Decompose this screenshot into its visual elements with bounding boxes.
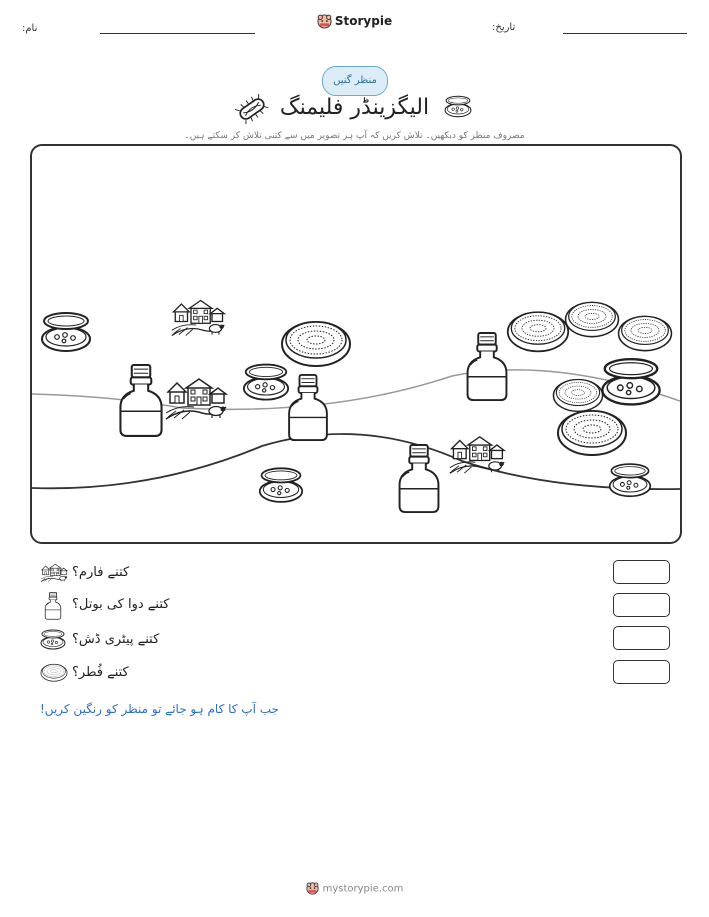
answer-box-bottle[interactable] <box>613 593 670 617</box>
count-badge: منظر گنیں <box>322 66 388 96</box>
footer-brand <box>0 882 709 895</box>
name-label: نام: <box>22 23 38 34</box>
answer-box-petri[interactable] <box>613 626 670 650</box>
storypie-logo-icon <box>317 14 332 29</box>
petri-dish <box>244 365 288 400</box>
fungus-dish <box>566 302 619 336</box>
color-instruction: جب آپ کا کام ہو جائے تو منظر کو رنگین کریں! <box>40 702 279 716</box>
fungus-dish <box>553 380 602 412</box>
question-text: کتنے فارم؟ <box>72 565 130 580</box>
fungus-dish <box>558 411 626 455</box>
fungus-dish-icon <box>40 662 68 682</box>
brand-header <box>0 14 709 29</box>
fungus-dish <box>508 312 568 351</box>
scene-canvas <box>32 146 680 542</box>
farm-icon <box>40 562 68 584</box>
answer-box-fungus[interactable] <box>613 660 670 684</box>
medicine-bottle <box>120 365 161 436</box>
footer-url[interactable]: mystorypie.com <box>322 883 404 895</box>
page-subtitle: مصروف منظر کو دیکھیں۔ تلاش کریں کہ آپ ہر تصویر میں سے کتنی تلاش کر سکتے ہیں۔ <box>184 131 525 141</box>
storypie-logo-icon <box>306 882 319 895</box>
name-line[interactable] <box>100 33 255 34</box>
medicine-bottle-icon <box>42 592 64 620</box>
medicine-bottle <box>400 445 439 512</box>
fungus-dish <box>282 322 350 366</box>
brand-name: Storypie <box>334 14 393 28</box>
question-text: کتنے دوا کی بوتل؟ <box>72 597 170 612</box>
petri-dish <box>260 468 302 502</box>
petri-dish <box>602 359 659 404</box>
medicine-bottle <box>468 333 507 400</box>
petri-dish-title-icon <box>444 95 472 119</box>
date-label: تاریخ: <box>492 22 516 33</box>
fungus-dish <box>619 316 672 350</box>
answer-box-farm[interactable] <box>613 560 670 584</box>
page-title: الیگزینڈر فلیمنگ <box>279 95 430 120</box>
farm <box>450 437 504 473</box>
question-text: کتنے فُطر؟ <box>72 665 129 680</box>
busy-scene <box>30 144 682 544</box>
date-line[interactable] <box>563 33 687 34</box>
medicine-bottle <box>289 375 327 440</box>
farm <box>166 379 226 419</box>
question-text: کتنے پیٹری ڈش؟ <box>72 632 160 647</box>
petri-dish <box>42 313 90 351</box>
petri-dish <box>610 464 651 496</box>
farm <box>172 301 225 336</box>
petri-dish-icon <box>40 629 66 651</box>
